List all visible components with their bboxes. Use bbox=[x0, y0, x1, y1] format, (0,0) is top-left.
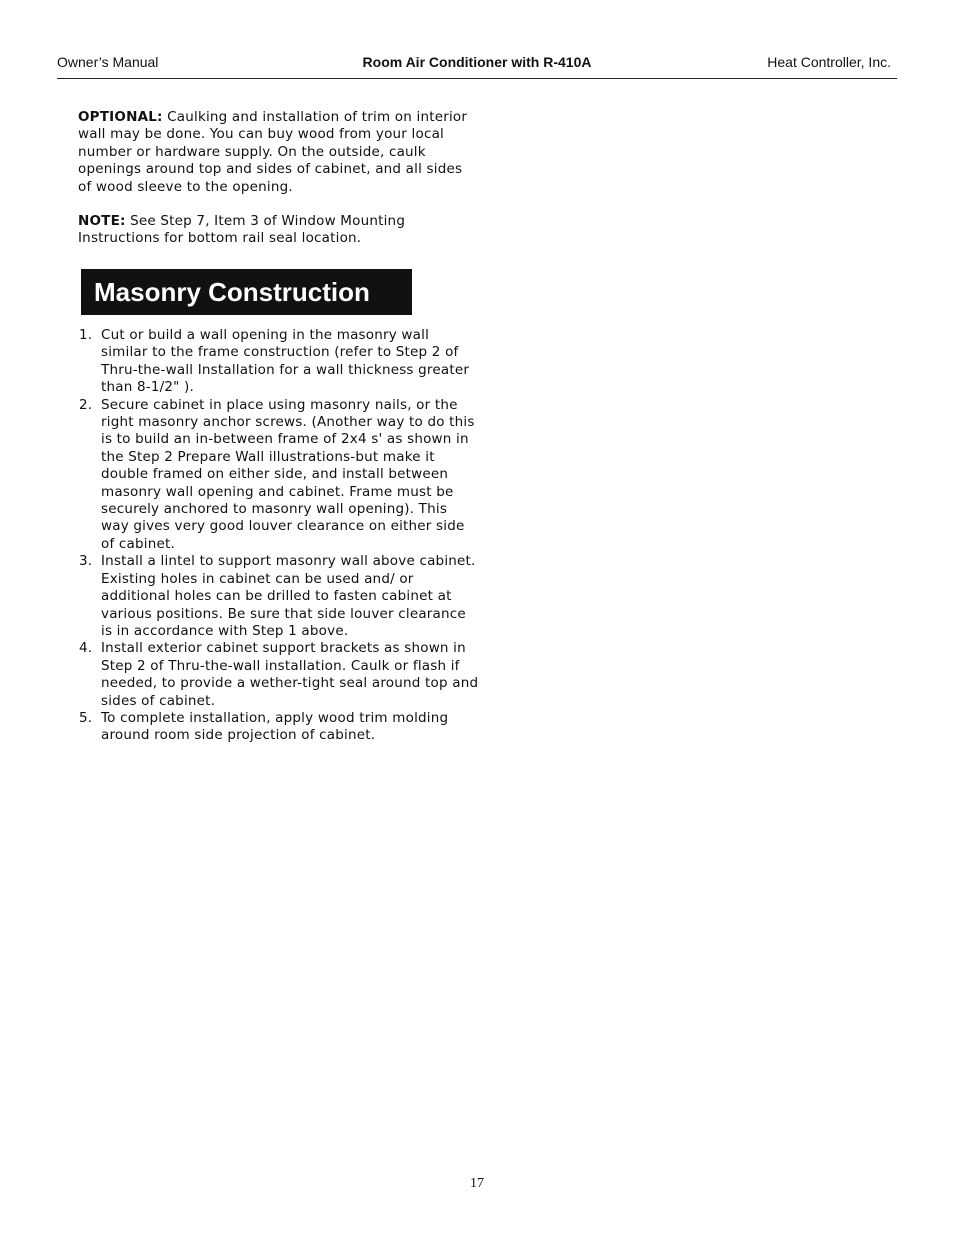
note-paragraph bbox=[78, 213, 478, 248]
step-number: 1. bbox=[79, 327, 93, 343]
list-item bbox=[79, 640, 479, 710]
step-text: Secure cabinet in place using masonry nails, or the right masonry anchor screws. (Another way to do this is to build an in-between frame of 2x4 s' as shown in the Step 2 Prepare Wall illustrations-but make it double framed on either side, and install between masonry wall opening and cabinet. Frame must be securely anchored to masonry wall opening). This way gives very good louver clearance on either side of cabinet. bbox=[101, 396, 475, 552]
header-product-title: Room Air Conditioner with R-410A bbox=[362, 54, 592, 70]
list-item bbox=[79, 327, 479, 397]
list-item bbox=[79, 710, 479, 745]
list-item bbox=[79, 553, 479, 640]
step-number: 3. bbox=[79, 553, 93, 570]
page-number: 17 bbox=[470, 1176, 484, 1191]
section-title: Masonry Construction bbox=[81, 269, 412, 315]
optional-text: Caulking and installation of trim on interior wall may be done. You can buy wood from your local number or hardware supply. On the outside, caulk openings around top and sides of cabinet, and all sides of wood sleeve to the opening. bbox=[78, 109, 468, 195]
intro-content bbox=[78, 109, 478, 248]
header-manual-title: Owner’s Manual bbox=[57, 54, 159, 70]
step-number: 4. bbox=[79, 640, 93, 657]
optional-label: OPTIONAL: bbox=[78, 109, 163, 125]
header-company: Heat Controller, Inc. bbox=[767, 54, 891, 70]
step-number: 2. bbox=[79, 396, 93, 413]
note-label: NOTE: bbox=[78, 213, 126, 229]
note-text: See Step 7, Item 3 of Window Mounting Instructions for bottom rail seal location. bbox=[78, 213, 406, 247]
step-number: 5. bbox=[79, 709, 93, 726]
step-text: Install a lintel to support masonry wall above cabinet. Existing holes in cabinet can be used and/ or additional holes can be drilled to fasten cabinet at various positions. Be sure that side louver clearance is in accordance with Step 1 above. bbox=[101, 553, 476, 639]
step-text: To complete installation, apply wood trim molding around room side projection of cabinet. bbox=[101, 709, 449, 744]
steps-list bbox=[79, 327, 479, 745]
step-text: Cut or build a wall opening in the masonry wall similar to the frame construction (refer to Step 2 of Thru-the-wall Installation for a wall thickness greater than 8-1/2" ). bbox=[101, 327, 470, 396]
page-header bbox=[57, 52, 897, 79]
step-text: Install exterior cabinet support brackets as shown in Step 2 of Thru-the-wall installation. Caulk or flash if needed, to provide a wether-tight seal around top and sides of cabinet. bbox=[101, 640, 479, 709]
list-item bbox=[79, 397, 479, 554]
optional-paragraph bbox=[78, 109, 478, 195]
